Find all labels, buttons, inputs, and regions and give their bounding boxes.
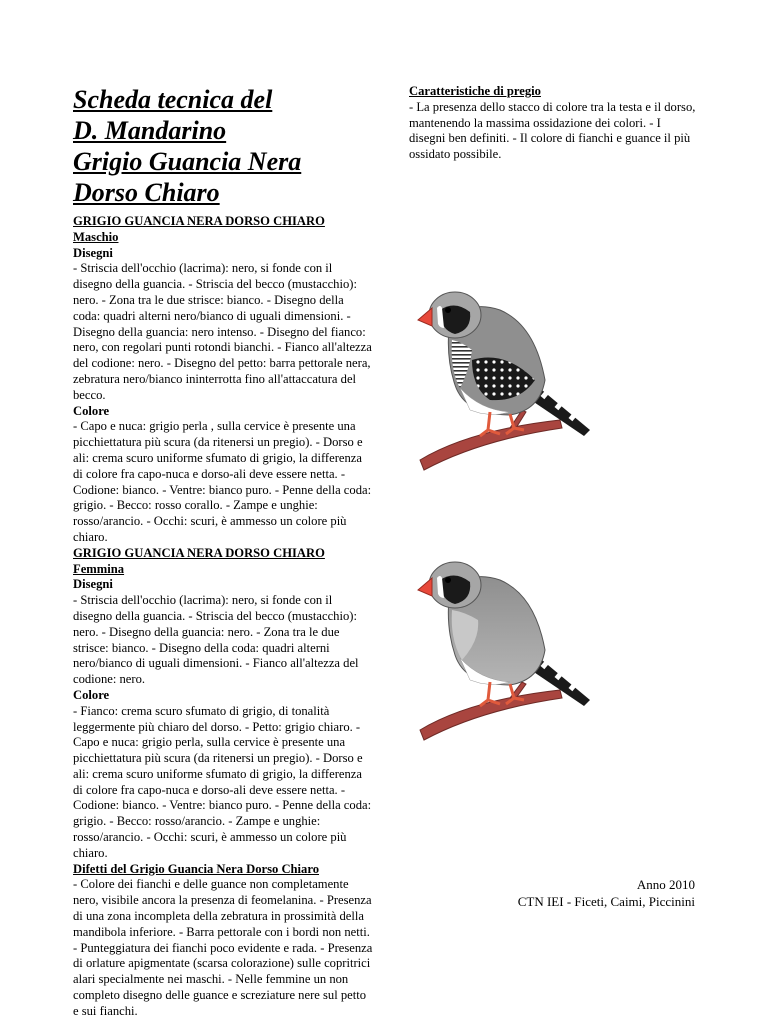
eye [445,577,451,583]
female-bird-illustration [410,550,610,750]
male-bird-illustration [410,270,610,480]
pregio-heading: Caratteristiche di pregio [409,84,541,98]
footer [518,876,695,910]
beak-shape [418,578,432,596]
femmina-colore-text: - Fianco: crema scuro sfumato di grigio, di tonalità leggermente più chiaro del dorso. - Petto: grigio chiaro. - Capo e nuca: grigio perla, sulla cervice è presente una picchiettatura più scura (da ritenersi un pregio). - Dorso e ali: crema scuro uniforme sfumato di grigio, la differenza di colore fra capo-nuca e dorso-ali deve essere netta. - Codione: bianco. - Ventre: bianco puro. - Penne della coda: grigio. - Becco: rosso/arancio. - Zampe e unghie: rosso/arancio. - Occhi: scuri, è ammesso un colore più chiaro. [73,703,372,860]
right-column [409,84,699,163]
femmina-colore-label: Colore [73,687,110,702]
maschio-colore-text: - Capo e nuca: grigio perla , sulla cervice è presente una picchiettatura più scura (da ritenersi un pregio). - Dorso e ali: crema scuro uniforme sfumato di grigio, la differenza di colore fra capo-nuca e dorso-ali deve essere netta. - Codione: bianco. - Ventre: bianco puro. - Penne della coda: grigio. - Becco: rosso corallo. - Zampe e unghie: rosso/arancio. - Occhi: scuri, è ammesso un colore più chiaro. [73,419,372,544]
femmina-disegni-text: - Striscia dell'occhio (lacrima): nero, si fonde con il disegno della guancia. - Striscia del becco (mustacchio): nero. - Disegno della guancia: nero. - Zona tra le due strisce: bianco. - Disegno della coda: quadri alterni nero/bianco di uguali dimensioni. - Fianco all'altezza del codione: nero. [73,593,359,687]
femmina-sex-label: Femmina [73,561,125,576]
title-line-2: D. Mandarino [73,116,227,145]
maschio-section [73,214,373,546]
maschio-colore-label: Colore [73,403,110,418]
title-line-4: Dorso Chiaro [73,178,220,207]
left-column [73,84,373,1020]
femmina-section [73,546,373,862]
femmina-disegni-label: Disegni [73,577,113,592]
pregio-text: - La presenza dello stacco di colore tra la testa e il dorso, mantenendo la massima ossidazione dei colori. - I disegni ben definiti. - Il colore di fianchi e guance il più ossidato possibile. [409,99,696,162]
difetti-text: - Colore dei fianchi e delle guance non completamente nero, visibile ancora la presenza di feomelanina. - Presenza di una zona incompleta della zebratura in prossimità della mandibola inferiore. - Barra pettorale con i bordi non netti. - Punteggiatura dei fianchi poco evidente e rada. - Presenza di orlature apigmentate (scarsa colorazione) sulle copritrici alari specialmente nei maschi. - Nelle femmine un non completo disegno delle guance e screziature nere sul petto e sui fianchi. [73,877,373,1018]
title-line-3: Grigio Guancia Nera [73,147,302,176]
title-line-1: Scheda tecnica del [73,85,273,114]
branch-shape [420,690,562,740]
difetti-heading: Difetti del Grigio Guancia Nera Dorso Chiaro [73,861,320,876]
pregio-section [409,84,699,163]
maschio-disegni-text: - Striscia dell'occhio (lacrima): nero, si fonde con il disegno della guancia. - Striscia del becco (mustacchio): nero. - Zona tra le due strisce: bianco. - Disegno della coda: quadri alterni nero/bianco di uguali dimensioni. - Disegno della guancia: nero intenso. - Disegno del fianco: nero, con regolari punti rotondi bianchi. - Fianco all'altezza del codione: nero. - Disegno del petto: barra pettorale nera, zebratura nero/bianco ininterrotta fino all'attaccatura del becco. [73,261,372,402]
maschio-sex-label: Maschio [73,229,119,244]
eye [445,307,451,313]
maschio-heading: GRIGIO GUANCIA NERA DORSO CHIARO [73,214,325,228]
maschio-disegni-label: Disegni [73,245,113,260]
footer-year: Anno 2010 [636,877,695,892]
page-title [73,84,373,208]
beak-shape [418,308,432,326]
footer-credits: CTN IEI - Ficeti, Caimi, Piccinini [517,894,695,909]
branch-shape [420,420,562,470]
femmina-heading: GRIGIO GUANCIA NERA DORSO CHIARO [73,545,325,560]
difetti-section [73,862,373,1020]
